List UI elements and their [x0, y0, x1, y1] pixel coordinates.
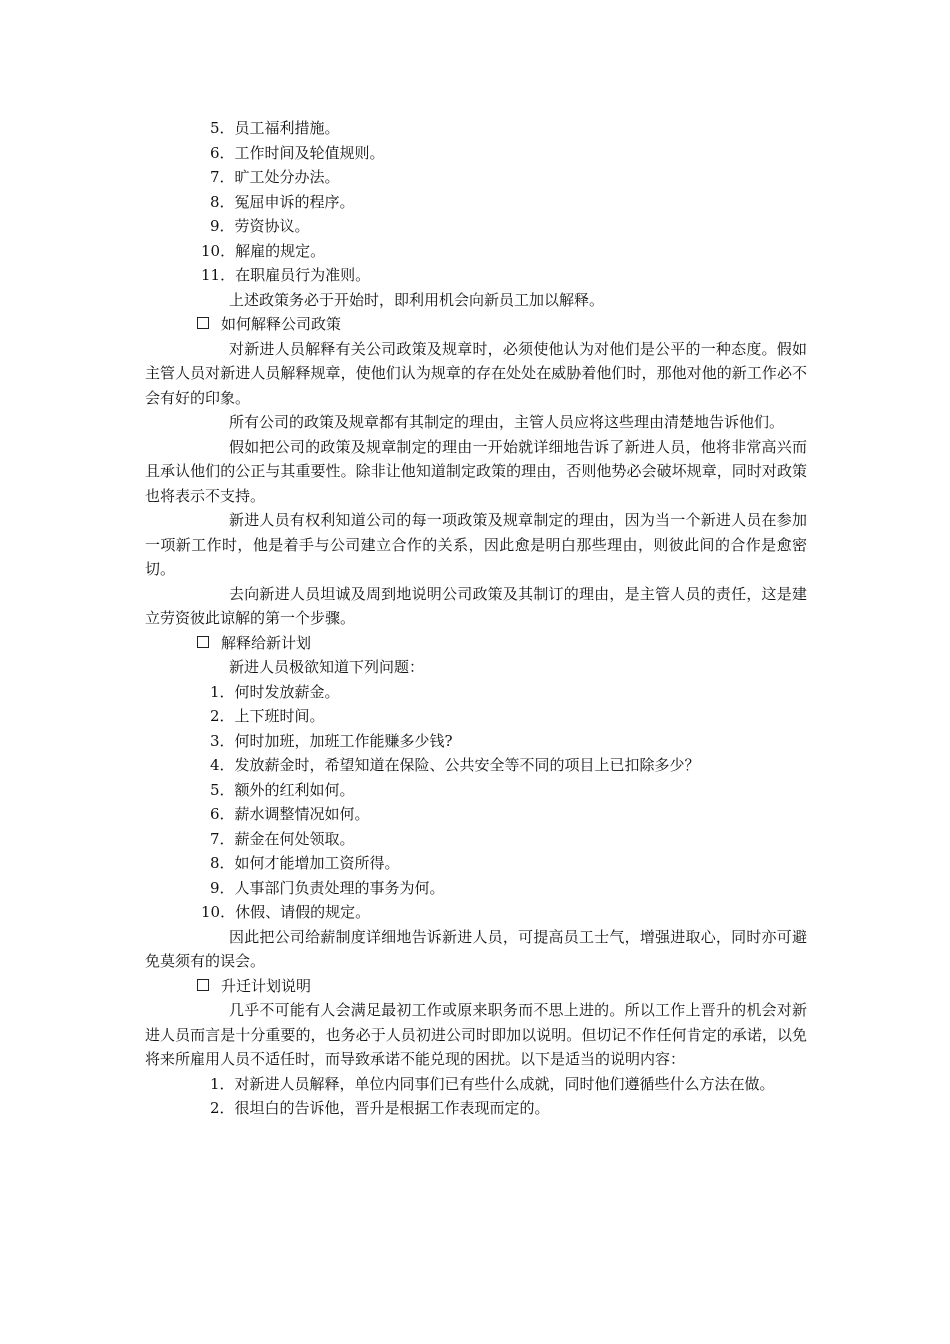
list-item: 6．薪水调整情况如何。 [210, 805, 370, 823]
list-item: 5．额外的红利如何。 [210, 780, 355, 799]
paragraph: 去向新进人员坦诚及周到地说明公司政策及其制订的理由，是主管人员的责任，这是建立劳资彼此谅解的第一个步骤。 [145, 584, 807, 627]
section-heading: 解释给新计划 [145, 631, 807, 656]
list-item: 7．旷工处分办法。 [210, 168, 340, 186]
list-item: 1．对新进人员解释，单位内同事们已有些什么成就，同时他们遵循些什么方法在做。 [210, 1074, 775, 1093]
list-item: 1．何时发放薪金。 [210, 682, 340, 701]
section-heading: 如何解释公司政策 [145, 312, 807, 337]
checkbox-square-icon [197, 317, 209, 329]
list-item: 8．冤屈申诉的程序。 [210, 192, 355, 211]
list-item: 6．工作时间及轮值规则。 [210, 143, 385, 162]
list-item: 9．劳资协议。 [210, 217, 310, 235]
policy-list [145, 116, 807, 288]
list-item: 3．何时加班，加班工作能赚多少钱? [210, 731, 453, 750]
list-item: 9．人事部门负责处理的事务为何。 [210, 878, 445, 897]
checkbox-square-icon [197, 636, 209, 648]
paragraph: 对新进人员解释有关公司政策及规章时，必须使他认为对他们是公平的一种态度。假如主管人员对新进人员解释规章，使他们认为规章的存在处处在威胁着他们时，那他对他的新工作必不会有好的印象。 [145, 339, 807, 407]
list-item: 10．休假、请假的规定。 [201, 903, 371, 921]
list-item: 5．员工福利措施。 [210, 119, 340, 137]
paragraph: 所有公司的政策及规章都有其制定的理由，主管人员应将这些理由清楚地告诉他们。 [229, 413, 785, 431]
document-body [145, 116, 807, 1121]
list-item: 10．解雇的规定。 [201, 241, 326, 260]
section-intro: 新进人员极欲知道下列问题： [229, 658, 425, 676]
paragraph: 几乎不可能有人会满足最初工作或原来职务而不思上进的。所以工作上晋升的机会对新进人员而言是十分重要的，也务必于人员初进公司时即加以说明。但切记不作任何肯定的承诺，以免将来所雇用人员不适任时，而导致承诺不能兑现的困扰。以下是适当的说明内容： [145, 1001, 807, 1068]
list-item: 2．上下班时间。 [210, 707, 325, 725]
paragraph: 因此把公司给薪制度详细地告诉新进人员，可提高员工士气，增强进取心，同时亦可避免莫须有的误会。 [145, 927, 807, 970]
section-heading: 升迁计划说明 [145, 974, 807, 999]
policy-note: 上述政策务必于开始时，即利用机会向新员工加以解释。 [229, 290, 605, 309]
list-item: 11．在职雇员行为准则。 [201, 266, 371, 284]
list-item: 4．发放薪金时，希望知道在保险、公共安全等不同的项目上已扣除多少？ [210, 756, 700, 774]
list-item: 7．薪金在何处领取。 [210, 829, 355, 848]
salary-question-list [145, 680, 807, 925]
checkbox-square-icon [197, 979, 209, 991]
paragraph: 新进人员有权利知道公司的每一项政策及规章制定的理由，因为当一个新进人员在参加一项新工作时，他是着手与公司建立合作的关系，因此愈是明白那些理由，则彼此间的合作是愈密切。 [145, 511, 807, 578]
list-item: 2．很坦白的告诉他，晋升是根据工作表现而定的。 [210, 1099, 550, 1117]
list-item: 8．如何才能增加工资所得。 [210, 854, 400, 872]
paragraph: 假如把公司的政策及规章制定的理由一开始就详细地告诉了新进人员，他将非常高兴而且承认他们的公正与其重要性。除非让他知道制定政策的理由，否则他势必会破坏规章，同时对政策也将表示不支持。 [145, 437, 807, 505]
